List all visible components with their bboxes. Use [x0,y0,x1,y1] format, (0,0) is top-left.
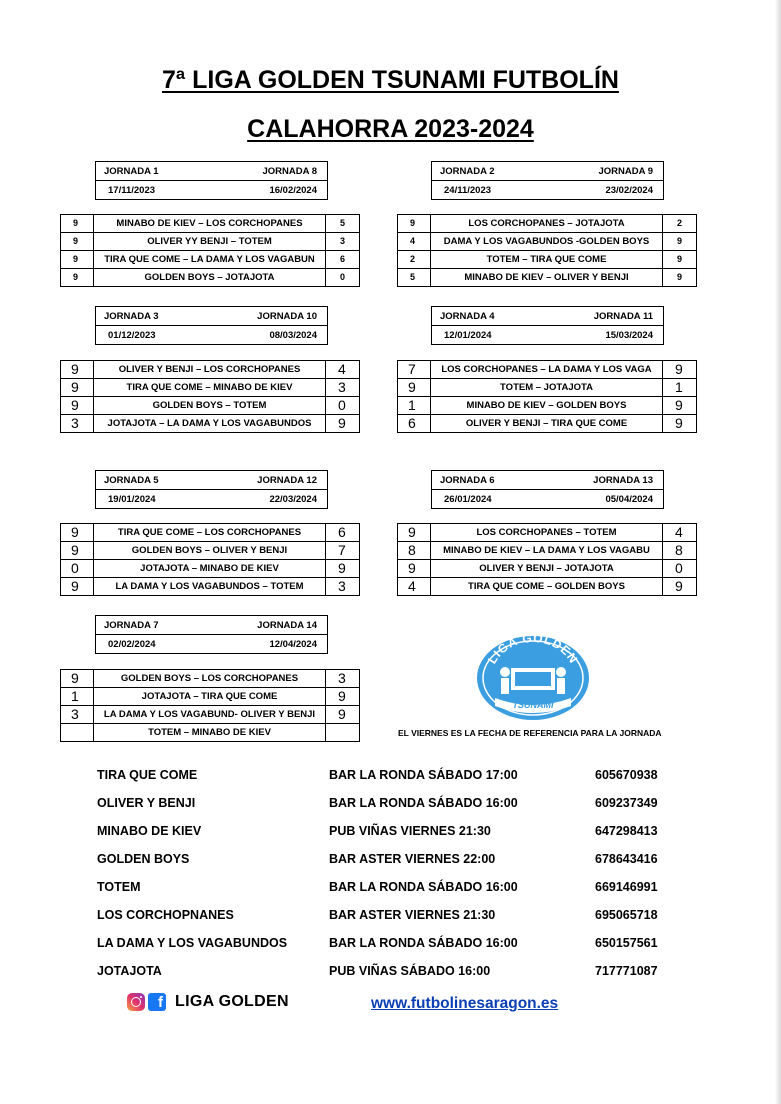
round-5-date-b: 22/03/2024 [269,493,317,505]
team-phone: 678643416 [595,852,658,866]
home-score: 2 [398,251,431,269]
team-venue: BAR ASTER VIERNES 21:30 [329,908,496,922]
home-score: 4 [398,578,431,596]
home-score: 9 [61,233,94,251]
home-score: 9 [61,269,94,287]
match-name: OLIVER Y BENJI – JOTAJOTA [431,560,663,578]
liga-golden-tsunami-logo [475,632,591,720]
home-score: 9 [398,560,431,578]
footer-brand-label: LIGA GOLDEN [175,993,289,1010]
team-venue: BAR ASTER VIERNES 22:00 [329,852,496,866]
table-row [61,706,360,724]
round-5-date-a: 19/01/2024 [108,493,156,505]
round-6-label-a: JORNADA 6 [440,474,495,486]
match-name: TIRA QUE COME – MINABO DE KIEV [94,379,326,397]
match-name: GOLDEN BOYS – JOTAJOTA [94,269,326,287]
home-score [61,724,94,742]
round-1-label-a: JORNADA 1 [104,165,159,177]
home-score: 3 [61,706,94,724]
round-3-header [95,306,328,345]
home-score: 5 [398,269,431,287]
match-name: JOTAJOTA – MINABO DE KIEV [94,560,326,578]
footer-social-brand [127,993,289,1011]
team-venue: BAR LA RONDA SÁBADO 16:00 [329,880,518,894]
home-score: 9 [61,524,94,542]
away-score: 8 [663,542,697,560]
team-name: GOLDEN BOYS [97,852,190,866]
round-1-label-b: JORNADA 8 [262,165,317,177]
home-score: 9 [61,215,94,233]
away-score: 0 [663,560,697,578]
table-row [61,670,360,688]
table-row [398,560,697,578]
round-2-matches [397,214,697,287]
table-row [61,542,360,560]
logo-text-top: LIGA GOLDEN [485,632,581,667]
match-name: LOS CORCHOPANES – TOTEM [431,524,663,542]
team-phone: 605670938 [595,768,658,782]
match-name: TOTEM – MINABO DE KIEV [94,724,326,742]
home-score: 9 [61,361,94,379]
away-score: 3 [326,578,360,596]
team-phone: 609237349 [595,796,658,810]
team-name: MINABO DE KIEV [97,824,202,838]
table-row [398,361,697,379]
home-score: 9 [61,397,94,415]
table-row [61,269,360,287]
round-6-matches [397,523,697,596]
round-4-matches [397,360,697,433]
page-title-line-1: 7ª LIGA GOLDEN TSUNAMI FUTBOLÍN [162,66,619,94]
round-6-date-a: 26/01/2024 [444,493,492,505]
match-name: TIRA QUE COME – LA DAMA Y LOS VAGABUN [94,251,326,269]
home-score: 8 [398,542,431,560]
away-score: 9 [326,560,360,578]
home-score: 6 [398,415,431,433]
round-3-label-a: JORNADA 3 [104,310,159,322]
table-row [61,415,360,433]
round-6-label-b: JORNADA 13 [593,474,653,486]
match-name: OLIVER Y BENJI – LOS CORCHOPANES [94,361,326,379]
team-phone: 647298413 [595,824,658,838]
home-score: 9 [398,524,431,542]
team-name: LOS CORCHOPNANES [97,908,234,922]
match-name: LA DAMA Y LOS VAGABUND- OLIVER Y BENJI [94,706,326,724]
match-name: MINABO DE KIEV – LOS CORCHOPANES [94,215,326,233]
home-score: 1 [61,688,94,706]
table-row [398,542,697,560]
away-score: 5 [326,215,360,233]
team-phone: 669146991 [595,880,658,894]
reference-date-note: EL VIERNES ES LA FECHA DE REFERENCIA PARA LA JORNADA [398,728,662,738]
round-1-matches [60,214,360,287]
logo-player-right-icon [556,667,566,677]
round-1-header [95,161,328,200]
page-edge-shadow [775,0,781,1104]
away-score: 4 [326,361,360,379]
logo-table-field [515,672,551,686]
team-name: LA DAMA Y LOS VAGABUNDOS [97,936,288,950]
table-row [398,397,697,415]
round-5-matches [60,523,360,596]
team-phone: 695065718 [595,908,658,922]
match-name: TIRA QUE COME – LOS CORCHOPANES [94,524,326,542]
round-2-date-a: 24/11/2023 [444,184,492,196]
round-4-date-b: 15/03/2024 [605,329,653,341]
match-name: GOLDEN BOYS – TOTEM [94,397,326,415]
round-3-date-a: 01/12/2023 [108,329,156,341]
round-4-date-a: 12/01/2024 [444,329,492,341]
table-row [398,524,697,542]
round-2-label-b: JORNADA 9 [598,165,653,177]
home-score: 9 [398,379,431,397]
round-3-label-b: JORNADA 10 [257,310,317,322]
match-name: LOS CORCHOPANES – LA DAMA Y LOS VAGA [431,361,663,379]
team-venue: BAR LA RONDA SÁBADO 17:00 [329,768,518,782]
home-score: 9 [61,578,94,596]
away-score: 9 [326,415,360,433]
away-score: 9 [326,706,360,724]
match-name: GOLDEN BOYS – LOS CORCHOPANES [94,670,326,688]
table-row [61,379,360,397]
away-score: 3 [326,379,360,397]
table-row [61,724,360,742]
away-score: 1 [663,379,697,397]
away-score: 9 [326,688,360,706]
round-6-date-b: 05/04/2024 [605,493,653,505]
away-score [326,724,360,742]
table-row [61,524,360,542]
team-venue: BAR LA RONDA SÁBADO 16:00 [329,936,518,950]
match-name: MINABO DE KIEV – LA DAMA Y LOS VAGABU [431,542,663,560]
home-score: 9 [61,379,94,397]
match-name: LOS CORCHOPANES – JOTAJOTA [431,215,663,233]
match-name: MINABO DE KIEV – OLIVER Y BENJI [431,269,663,287]
team-phone: 717771087 [595,964,658,978]
away-score: 7 [326,542,360,560]
logo-player-left-icon [500,667,510,677]
match-name: JOTAJOTA – LA DAMA Y LOS VAGABUNDOS [94,415,326,433]
round-3-date-b: 08/03/2024 [269,329,317,341]
match-name: OLIVER YY BENJI – TOTEM [94,233,326,251]
table-row [398,215,697,233]
round-7-matches [60,669,360,742]
away-score: 0 [326,269,360,287]
match-name: GOLDEN BOYS – OLIVER Y BENJI [94,542,326,560]
home-score: 0 [61,560,94,578]
away-score: 9 [663,233,697,251]
round-1-date-b: 16/02/2024 [269,184,317,196]
match-name: TOTEM – TIRA QUE COME [431,251,663,269]
match-name: JOTAJOTA – TIRA QUE COME [94,688,326,706]
away-score: 9 [663,578,697,596]
table-row [61,688,360,706]
table-row [398,578,697,596]
team-name: OLIVER Y BENJI [97,796,196,810]
match-name: MINABO DE KIEV – GOLDEN BOYS [431,397,663,415]
logo-text-bottom: TSUNAMI [512,700,554,710]
round-2-date-b: 23/02/2024 [605,184,653,196]
home-score: 7 [398,361,431,379]
away-score: 4 [663,524,697,542]
away-score: 9 [663,269,697,287]
instagram-icon[interactable] [127,993,145,1011]
table-row [61,215,360,233]
table-row [61,251,360,269]
team-phone: 650157561 [595,936,658,950]
home-score: 1 [398,397,431,415]
team-venue: PUB VIÑAS VIERNES 21:30 [329,824,491,838]
away-score: 0 [326,397,360,415]
round-7-date-b: 12/04/2024 [269,638,317,650]
away-score: 3 [326,233,360,251]
round-3-matches [60,360,360,433]
away-score: 6 [326,251,360,269]
round-7-label-b: JORNADA 14 [257,619,317,631]
facebook-icon[interactable]: f [148,993,166,1011]
home-score: 9 [61,542,94,560]
page-title-line-2: CALAHORRA 2023-2024 [247,115,534,143]
team-venue: BAR LA RONDA SÁBADO 16:00 [329,796,518,810]
home-score: 3 [61,415,94,433]
table-row [61,361,360,379]
website-link[interactable]: www.futbolinesaragon.es [371,995,559,1012]
table-row [61,397,360,415]
table-row [398,251,697,269]
table-row [398,233,697,251]
team-name: JOTAJOTA [97,964,162,978]
team-name: TOTEM [97,880,141,894]
team-venue: PUB VIÑAS SÁBADO 16:00 [329,964,491,978]
match-name: TOTEM – JOTAJOTA [431,379,663,397]
round-7-header [95,615,328,654]
away-score: 9 [663,415,697,433]
match-name: OLIVER Y BENJI – TIRA QUE COME [431,415,663,433]
away-score: 9 [663,251,697,269]
round-5-header [95,470,328,509]
round-2-header [431,161,664,200]
table-row [398,415,697,433]
round-4-header [431,306,664,345]
away-score: 9 [663,397,697,415]
round-6-header [431,470,664,509]
team-name: TIRA QUE COME [97,768,198,782]
home-score: 9 [61,670,94,688]
round-4-label-b: JORNADA 11 [593,310,653,322]
table-row [398,269,697,287]
round-7-label-a: JORNADA 7 [104,619,159,631]
match-name: TIRA QUE COME – GOLDEN BOYS [431,578,663,596]
away-score: 9 [663,361,697,379]
table-row [61,578,360,596]
logo-player-left-body [501,678,509,694]
round-5-label-b: JORNADA 12 [257,474,317,486]
match-name: DAMA Y LOS VAGABUNDOS -GOLDEN BOYS [431,233,663,251]
table-row [61,233,360,251]
away-score: 2 [663,215,697,233]
away-score: 6 [326,524,360,542]
table-row [61,560,360,578]
home-score: 9 [398,215,431,233]
round-4-label-a: JORNADA 4 [440,310,495,322]
round-2-label-a: JORNADA 2 [440,165,495,177]
logo-player-right-body [557,678,565,694]
round-5-label-a: JORNADA 5 [104,474,159,486]
away-score: 3 [326,670,360,688]
home-score: 9 [61,251,94,269]
table-row [398,379,697,397]
round-1-date-a: 17/11/2023 [108,184,156,196]
home-score: 4 [398,233,431,251]
round-7-date-a: 02/02/2024 [108,638,156,650]
match-name: LA DAMA Y LOS VAGABUNDOS – TOTEM [94,578,326,596]
